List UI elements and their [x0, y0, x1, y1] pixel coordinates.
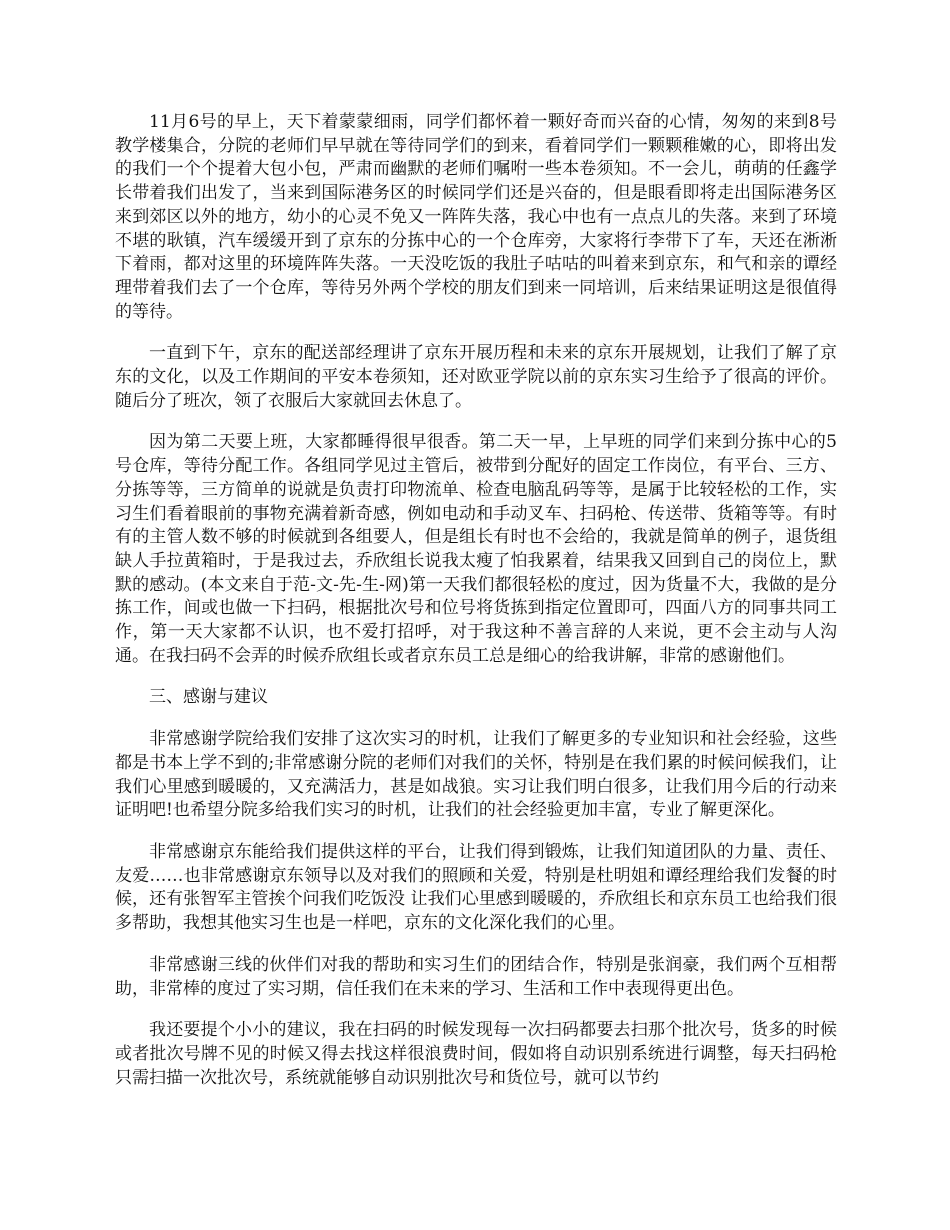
paragraph-thanks-jd: 非常感谢京东能给我们提供这样的平台，让我们得到锻炼，让我们知道团队的力量、责任、友爱……也非常感谢京东领导以及对我们的照顾和关爱，特别是杜明姐和谭经理给我们发餐的时候，还有张智军主管挨个问我们吃饭没 让我们心里感到暖暖的，乔欣组长和京东员工也给我们很多帮助，我想其他实习生也是一样吧，京东的文化深化我们的心里。	[115, 841, 837, 934]
paragraph-thanks-partners: 非常感谢三线的伙伴们对我的帮助和实习生们的团结合作，特别是张润豪，我们两个互相帮助，非常棒的度过了实习期，信任我们在未来的学习、生活和工作中表现得更出色。	[115, 954, 837, 999]
section-heading-thanks: 三、感谢与建议	[149, 687, 268, 708]
paragraph-first-day: 因为第二天要上班，大家都睡得很早很香。第二天一早，上早班的同学们来到分拣中心的5号仓库，等待分配工作。各组同学见过主管后，被带到分配好的固定工作岗位，有平台、三方、分拣等等，三方简单的说就是负责打印物流单、检查电脑乱码等等，是属于比较轻松的工作，实习生们看着眼前的事物充满着新奇感，例如电动和手动叉车、扫码枪、传送带、货箱等等。有时有的主管人数不够的时候就到各组要人，但是组长有时也不会给的，我就是简单的例子，退货组缺人手拉黄箱时，于是我过去，乔欣组长说我太瘦了怕我累着，结果我又回到自己的岗位上，默默的感动。(本文来自于范-文-先-生-网)第一天我们都很轻松的度过，因为货量不大，我做的是分拣工作，间或也做一下扫码，根据批次号和位号将货拣到指定位置即可，四面八方的同事共同工作，第一天大家都不认识，也不爱打招呼，对于我这种不善言辞的人来说，更不会主动与人沟通。在我扫码不会弄的时候乔欣组长或者京东员工总是细心的给我讲解，非常的感谢他们。	[115, 432, 837, 666]
paragraph-arrival: 11月6号的早上，天下着蒙蒙细雨，同学们都怀着一颗好奇而兴奋的心情，匆匆的来到8号教学楼集合，分院的老师们早早就在等待同学们的到来，看着同学们一颗颗稚嫩的心，即将出发的我们一个个提着大包小包，严肃而幽默的老师们嘱咐一些本卷须知。不一会儿，萌萌的任鑫学长带着我们出发了，当来到国际港务区的时候同学们还是兴奋的，但是眼看即将走出国际港务区来到郊区以外的地方，幼小的心灵不免又一阵阵失落，我心中也有一点点儿的失落。来到了环境不堪的耿镇，汽车缓缓开到了京东的分拣中心的一个仓库旁，大家将行李带下了车，天还在淅淅下着雨，都对这里的环境阵阵失落。一天没吃饭的我肚子咕咕的叫着来到京东，和气和亲的谭经理带着我们去了一个仓库，等待另外两个学校的朋友们到来一同培训，后来结果证明这是很值得的等待。	[115, 112, 837, 322]
paragraph-training: 一直到下午，京东的配送部经理讲了京东开展历程和未来的京东开展规划，让我们了解了京东的文化，以及工作期间的平安本卷须知，还对欧亚学院以前的京东实习生给予了很高的评价。随后分了班次，领了衣服后大家就回去休息了。	[115, 343, 837, 411]
document-body	[115, 111, 837, 1108]
paragraph-suggestion: 我还要提个小小的建议，我在扫码的时候发现每一次扫码都要去扫那个批次号，货多的时候或者批次号牌不见的时候又得去找这样很浪费时间，假如将自动识别系统进行调整，每天扫码枪只需扫描一次批次号，系统就能够自动识别批次号和货位号，就可以节约	[115, 1020, 837, 1088]
paragraph-thanks-college: 非常感谢学院给我们安排了这次实习的时机，让我们了解更多的专业知识和社会经验，这些都是书本上学不到的;非常感谢分院的老师们对我们的关怀，特别是在我们累的时候问候我们，让我们心里感到暖暖的，又充满活力，甚是如战狼。实习让我们明白很多，让我们用今后的行动来证明吧!也希望分院多给我们实习的时机，让我们的社会经验更加丰富，专业了解更深化。	[115, 729, 837, 821]
